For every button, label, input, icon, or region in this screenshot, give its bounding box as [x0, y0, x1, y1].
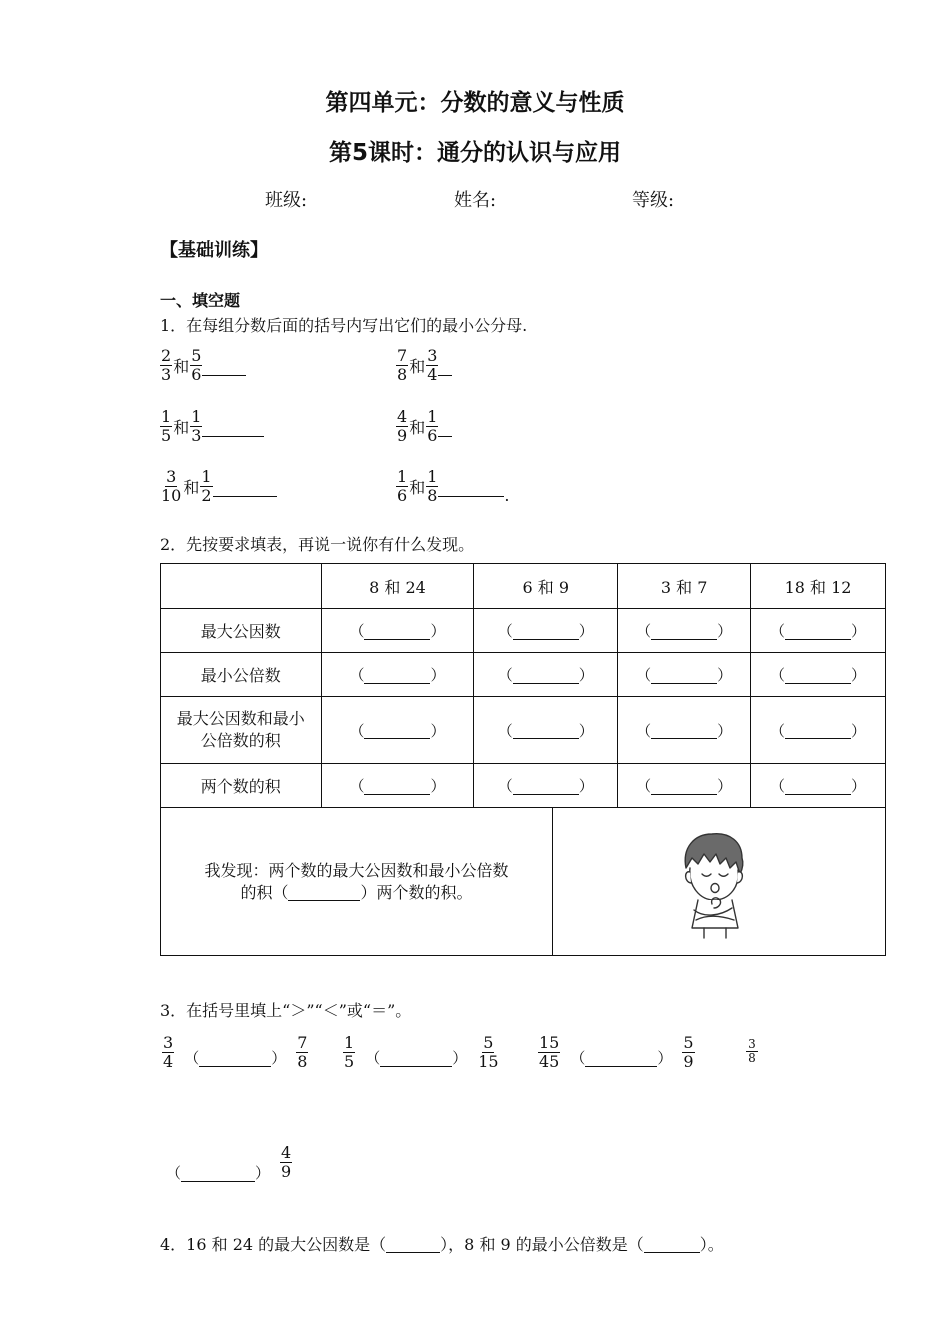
answer-cell[interactable]: （ ） — [474, 653, 618, 697]
answer-cell[interactable]: （ ） — [618, 697, 751, 764]
table-row — [161, 609, 886, 653]
answer-cell[interactable]: （ ） — [751, 653, 886, 697]
q1-item — [160, 347, 246, 384]
connector: 和 — [183, 478, 200, 497]
compare-item — [538, 1034, 695, 1071]
name-label: 姓名: — [454, 190, 497, 211]
connector: 和 — [409, 418, 426, 437]
row-label: 最大公因数和最小公倍数的积 — [161, 697, 322, 764]
unit-title: 第四单元：分数的意义与性质 — [325, 90, 625, 116]
answer-cell[interactable]: （ ） — [474, 609, 618, 653]
fraction: $\frac{5}{6}$ — [191, 346, 202, 384]
answer-blank[interactable] — [386, 1238, 440, 1253]
answer-cell[interactable]: （ ） — [618, 764, 751, 808]
compare-item-continued — [166, 1142, 292, 1183]
q3-text: 3．在括号里填上“＞”“＜”或“＝”。 — [160, 1001, 412, 1020]
class-label: 班级: — [265, 190, 308, 211]
q2-text: 2．先按要求填表，再说一说你有什么发现。 — [160, 535, 475, 554]
fraction: $\frac{4}{9}$ — [281, 1143, 292, 1181]
row-label: 最小公倍数 — [161, 653, 322, 697]
connector: 和 — [173, 418, 190, 437]
fraction: $\frac{2}{3}$ — [161, 346, 172, 384]
discover-blank[interactable] — [288, 886, 360, 901]
fraction: $\frac{3}{4}$ — [427, 346, 438, 384]
compare-item — [746, 1038, 758, 1065]
answer-blank[interactable] — [644, 1238, 700, 1253]
compare-blank[interactable]: （ ） — [166, 1164, 271, 1182]
q1-item — [396, 408, 452, 445]
fraction: $\frac{4}{9}$ — [397, 407, 408, 445]
answer-cell[interactable]: （ ） — [321, 653, 474, 697]
answer-blank[interactable] — [202, 416, 264, 437]
answer-blank[interactable] — [213, 476, 277, 497]
discover-text — [161, 808, 553, 955]
table-header-row — [161, 564, 886, 609]
compare-blank[interactable]: （ ） — [184, 1049, 287, 1067]
answer-cell[interactable]: （ ） — [618, 653, 751, 697]
period: . — [504, 486, 510, 505]
fraction: $\frac{3}{4}$ — [163, 1033, 174, 1071]
q1-item — [160, 468, 277, 505]
compare-blank[interactable]: （ ） — [365, 1049, 468, 1067]
answer-blank[interactable] — [438, 476, 504, 497]
q1-item — [396, 347, 452, 384]
grade-label: 等级: — [632, 190, 675, 211]
fraction: $\frac{3}{8}$ — [746, 1038, 758, 1065]
fraction: $\frac{7}{8}$ — [297, 1033, 308, 1071]
answer-cell[interactable]: （ ） — [321, 764, 474, 808]
fraction: $\frac{1}{6}$ — [427, 407, 438, 445]
row-label: 最大公因数 — [161, 609, 322, 653]
discover-line: 我发现：两个数的最大公因数和最小公倍数 — [204, 860, 509, 880]
compare-item — [162, 1034, 308, 1071]
discover-box — [160, 808, 886, 956]
answer-blank[interactable] — [202, 355, 246, 376]
fraction: $\frac{1}{3}$ — [191, 407, 202, 445]
header-cell: 3 和 7 — [618, 564, 751, 609]
q1-item — [396, 468, 509, 505]
fraction: $\frac{5}{9}$ — [683, 1033, 694, 1071]
answer-blank[interactable] — [438, 355, 452, 376]
q1-text: 1．在每组分数后面的括号内写出它们的最小公分母. — [160, 316, 528, 335]
discover-line: 的积（ ）两个数的积。 — [240, 882, 473, 902]
fraction: $\frac{5}{15}$ — [478, 1033, 499, 1071]
connector: 和 — [409, 357, 426, 376]
row-label: 两个数的积 — [161, 764, 322, 808]
answer-cell[interactable]: （ ） — [474, 764, 618, 808]
fraction: $\frac{7}{8}$ — [397, 346, 408, 384]
fraction: $\frac{1}{5}$ — [344, 1033, 355, 1071]
answer-cell[interactable]: （ ） — [474, 697, 618, 764]
table-row — [161, 697, 886, 764]
answer-blank[interactable] — [438, 416, 452, 437]
fraction: $\frac{1}{8}$ — [427, 467, 438, 505]
header-cell: 6 和 9 — [474, 564, 618, 609]
connector: 和 — [173, 357, 190, 376]
q1-item — [160, 408, 264, 445]
q4-text: 4．16 和 24 的最大公因数是（ ），8 和 9 的最小公倍数是（ ）。 — [160, 1235, 724, 1254]
thinking-boy-illustration — [676, 828, 756, 940]
header-cell: 18 和 12 — [751, 564, 886, 609]
section-label: 【基础训练】 — [160, 240, 268, 261]
answer-cell[interactable]: （ ） — [321, 609, 474, 653]
fraction: $\frac{1}{6}$ — [397, 467, 408, 505]
compare-item — [343, 1034, 500, 1071]
header-cell: 8 和 24 — [321, 564, 474, 609]
q2-table — [160, 563, 886, 808]
connector: 和 — [409, 478, 426, 497]
table-row — [161, 653, 886, 697]
answer-cell[interactable]: （ ） — [751, 697, 886, 764]
answer-cell[interactable]: （ ） — [618, 609, 751, 653]
fraction: $\frac{3}{10}$ — [161, 467, 182, 505]
fraction: $\frac{1}{2}$ — [201, 467, 212, 505]
table-row — [161, 764, 886, 808]
answer-cell[interactable]: （ ） — [321, 697, 474, 764]
header-cell — [161, 564, 322, 609]
answer-cell[interactable]: （ ） — [751, 764, 886, 808]
compare-blank[interactable]: （ ） — [570, 1049, 673, 1067]
answer-cell[interactable]: （ ） — [751, 609, 886, 653]
lesson-title: 第5课时：通分的认识与应用 — [328, 140, 621, 166]
part1-label: 一、填空题 — [160, 291, 241, 310]
fraction: $\frac{1}{5}$ — [161, 407, 172, 445]
fraction: $\frac{15}{45}$ — [539, 1033, 560, 1071]
